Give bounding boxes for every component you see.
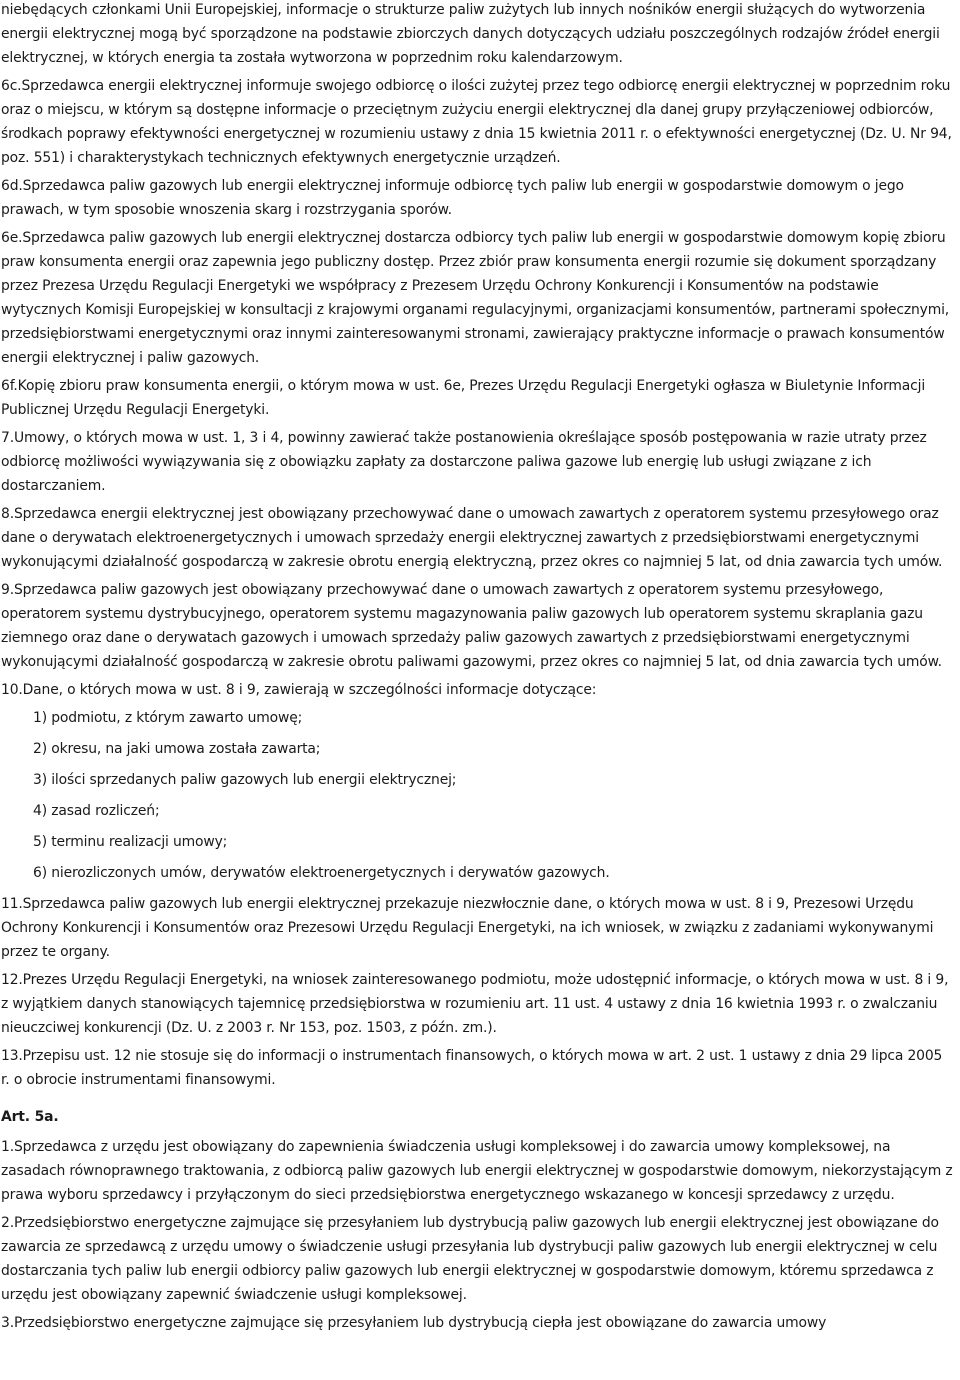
paragraph-6d: 6d.Sprzedawca paliw gazowych lub energii elektrycznej informuje odbiorcę tych paliw lub energii w gospodarstwie domowym o jego prawach, w tym sposobie wnoszenia skarg i rozstrzygania sporów. bbox=[1, 178, 904, 218]
article-paragraph-2: 2.Przedsiębiorstwo energetyczne zajmujące się przesyłaniem lub dystrybucją paliw gazowych lub energii elektrycznej jest obowiązane do zawarcia ze sprzedawcą z urzędu umowy o świadczenie usługi przesyłania lub dystrybucji paliw gazowych lub energii elektrycznej w celu dostarczania tych paliw lub energii odbiorcy paliw gazowych lub energii elektrycznej w gospodarstwie domowym, któremu sprzedawca z urzędu jest obowiązany zapewnić świadczenie usługi kompleksowej. bbox=[1, 1215, 939, 1303]
paragraph-10: 10.Dane, o których mowa w ust. 8 i 9, zawierają w szczególności informacje dotyczące: bbox=[1, 682, 597, 698]
paragraph-13: 13.Przepisu ust. 12 nie stosuje się do informacji o instrumentach finansowych, o których mowa w art. 2 ust. 1 ustawy z dnia 29 lipca 2005 r. o obrocie instrumentami finansowymi. bbox=[1, 1048, 943, 1088]
paragraph-6e: 6e.Sprzedawca paliw gazowych lub energii elektrycznej dostarcza odbiorcy tych paliw lub energii w gospodarstwie domowym kopię zbioru praw konsumenta energii oraz zapewnia jego publiczny dostęp. Przez zbiór praw konsumenta energii rozumie się dokument sporządzany przez Prezesa Urzędu Regulacji Energetyki we współpracy z Prezesem Urzędu Ochrony Konkurencji i Konsumentów na podstawie wytycznych Komisji Europejskiej w konsultacji z krajowymi organami regulacyjnymi, organizacjami konsumentów, partnerami społecznymi, przedsiębiorstwami energetycznymi oraz innymi zainteresowanymi stronami, zawierający praktyczne informacje o prawach konsumentów energii elektrycznej i paliw gazowych. bbox=[1, 230, 950, 366]
paragraph-7: 7.Umowy, o których mowa w ust. 1, 3 i 4, powinny zawierać także postanowienia określające sposób postępowania w razie utraty przez odbiorcę możliwości wywiązywania się z obowiązku zapłaty za dostarczone paliwa gazowe lub energię lub usługi związane z ich dostarczaniem. bbox=[1, 430, 927, 494]
paragraph-12: 12.Prezes Urzędu Regulacji Energetyki, na wniosek zainteresowanego podmiotu, może udostępnić informacje, o których mowa w ust. 8 i 9, z wyjątkiem danych stanowiących tajemnicę przedsiębiorstwa w rozumieniu art. 11 ust. 4 ustawy z dnia 16 kwietnia 1993 r. o zwalczaniu nieuczciwej konkurencji (Dz. U. z 2003 r. Nr 153, poz. 1503, z późn. zm.). bbox=[1, 972, 949, 1036]
article-heading: Art. 5a. bbox=[1, 1109, 59, 1125]
list-item: 5) terminu realizacji umowy; bbox=[33, 834, 228, 850]
list-item: 1) podmiotu, z którym zawarto umowę; bbox=[33, 710, 303, 726]
article-paragraph-3: 3.Przedsiębiorstwo energetyczne zajmujące się przesyłaniem lub dystrybucją ciepła jest obowiązane do zawarcia umowy bbox=[1, 1315, 827, 1331]
paragraph-intro: niebędących członkami Unii Europejskiej, informacje o strukturze paliw zużytych lub innych nośników energii służących do wytworzenia energii elektrycznej mogą być sporządzone na podstawie zbiorczych danych dotyczących udziału poszczególnych rodzajów źródeł energii elektrycznej, w których energia ta została wytworzona w poprzednim roku kalendarzowym. bbox=[1, 2, 940, 66]
paragraph-11: 11.Sprzedawca paliw gazowych lub energii elektrycznej przekazuje niezwłocznie dane, o których mowa w ust. 8 i 9, Prezesowi Urzędu Ochrony Konkurencji i Konsumentów oraz Prezesowi Urzędu Regulacji Energetyki, na ich wniosek, w związku z zadaniami wykonywanymi przez te organy. bbox=[1, 896, 934, 960]
paragraph-6c: 6c.Sprzedawca energii elektrycznej informuje swojego odbiorcę o ilości zużytej przez tego odbiorcę energii elektrycznej w poprzednim roku oraz o miejscu, w którym są dostępne informacje o przeciętnym zużyciu energii elektrycznej dla danej grupy przyłączeniowej odbiorców, środkach poprawy efektywności energetycznej w rozumieniu ustawy z dnia 15 kwietnia 2011 r. o efektywności energetycznej (Dz. U. Nr 94, poz. 551) i charakterystykach technicznych efektywnych energetycznie urządzeń. bbox=[1, 78, 952, 166]
list-item: 4) zasad rozliczeń; bbox=[33, 803, 160, 819]
paragraph-9: 9.Sprzedawca paliw gazowych jest obowiązany przechowywać dane o umowach zawartych z operatorem systemu przesyłowego, operatorem systemu dystrybucyjnego, operatorem systemu magazynowania paliw gazowych lub operatorem systemu skraplania gazu ziemnego oraz dane o derywatach gazowych i umowach sprzedaży paliw gazowych zawartych z przedsiębiorstwami energetycznymi wykonującymi działalność gospodarczą w zakresie obrotu paliwami gazowymi, przez okres co najmniej 5 lat, od dnia zawarcia tych umów. bbox=[1, 582, 942, 670]
paragraph-6f: 6f.Kopię zbioru praw konsumenta energii, o którym mowa w ust. 6e, Prezes Urzędu Regulacji Energetyki ogłasza w Biuletynie Informacji Publicznej Urzędu Regulacji Energetyki. bbox=[1, 378, 926, 418]
paragraph-8: 8.Sprzedawca energii elektrycznej jest obowiązany przechowywać dane o umowach zawartych z operatorem systemu przesyłowego oraz dane o derywatach elektroenergetycznych i umowach sprzedaży energii elektrycznej zawartych z przedsiębiorstwami energetycznymi wykonującymi działalność gospodarczą w zakresie obrotu energią elektryczną, przez okres co najmniej 5 lat, od dnia zawarcia tych umów. bbox=[1, 506, 943, 570]
article-paragraph-1: 1.Sprzedawca z urzędu jest obowiązany do zapewnienia świadczenia usługi kompleksowej i do zawarcia umowy kompleksowej, na zasadach równoprawnego traktowania, z odbiorcą paliw gazowych lub energii elektrycznej w gospodarstwie domowym, niekorzystającym z prawa wyboru sprzedawcy i przyłączonym do sieci przedsiębiorstwa energetycznego wskazanego w koncesji sprzedawcy z urzędu. bbox=[1, 1139, 953, 1203]
list-item: 2) okresu, na jaki umowa została zawarta; bbox=[33, 741, 321, 757]
list-item: 3) ilości sprzedanych paliw gazowych lub energii elektrycznej; bbox=[33, 772, 457, 788]
list-item: 6) nierozliczonych umów, derywatów elektroenergetycznych i derywatów gazowych. bbox=[33, 865, 610, 881]
